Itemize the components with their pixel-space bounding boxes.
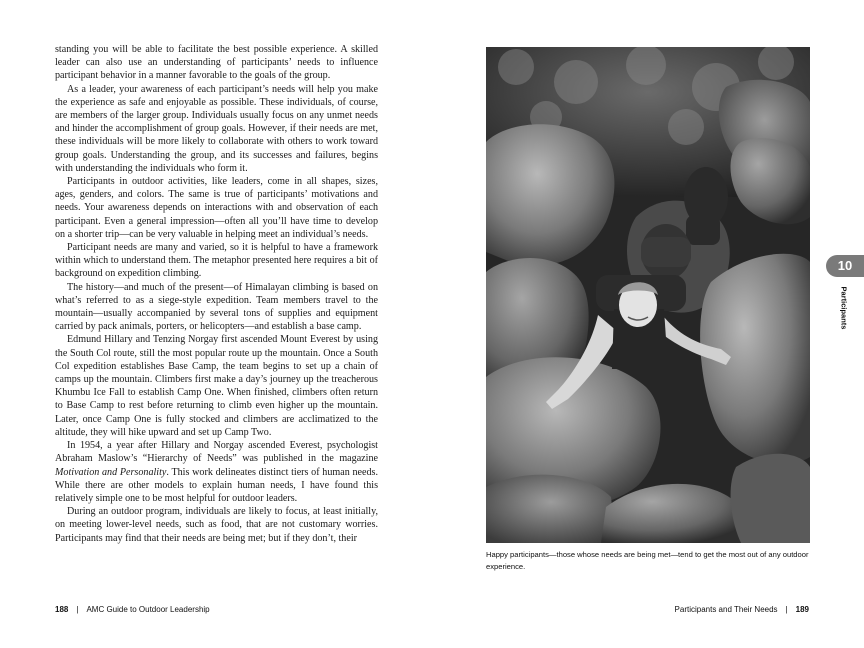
chapter-title: Participants and Their Needs (674, 605, 778, 614)
chapter-tab-label-text: Participants (839, 286, 849, 330)
climbers-photo (486, 47, 810, 543)
magazine-title: Motivation and Personality (55, 466, 167, 478)
maslow-text-after: . This work delineates distinct tiers of human needs. While there are other models to explain human needs, I have found this relatively simple one to be most helpful for outdoor leaders. (55, 466, 378, 504)
body-text (55, 43, 378, 545)
left-footer (55, 605, 210, 614)
paragraph: Participant needs are many and varied, so it is helpful to have a framework within which to understand them. The metaphor presented here requires a bit of background on expedition climbing. (55, 242, 378, 280)
book-title: AMC Guide to Outdoor Leadership (86, 605, 210, 614)
paragraph: As a leader, your awareness of each participant’s needs will help you make the experience as safe and enjoyable as possible. These individuals, of course, are members of the larger group. Individuals usually focus on any unmet needs and hinder the accomplishment of group goals. However, if their needs are met, these individuals will be more likely to collaborate with others to work toward group goals. Understanding the group, and its successes and failures, begins with understanding the individuals who form it. (55, 83, 378, 174)
chapter-tab: 10 (826, 255, 864, 277)
footer-separator: | (785, 605, 788, 614)
paragraph: Edmund Hillary and Tenzing Norgay first ascended Mount Everest by using the South Col route, still the most popular route up the mountain. Once a South Col expedition establishes Base Camp, the team begins to set up a chain of camps up the mountain. Climbers first make a day’s journey up the treacherous Khumbu Ice Fall to establish Camp One. When finished, climbers often return to Base Camp to rest before returning to climb even higher up the mountain. Later, once Camp One is fully stocked and climbers are acclimatized to the altitude, they will hike upward and set up Camp Two. (55, 334, 378, 438)
left-page-number: 188 (55, 605, 69, 614)
paragraph: The history—and much of the present—of Himalayan climbing is based on what’s referred to as a siege-style expedition. Team members travel to the mountain—usually accompanied by several tons of supplies and equipment carried by pack animals, porters, or helicopters—and establish a base camp. (55, 281, 378, 333)
footer-separator: | (76, 605, 79, 614)
maslow-text-before: In 1954, a year after Hillary and Norgay ascended Everest, psychologist Abraham Maslow’s “Hierarchy of Needs” was published in the magazine (55, 440, 378, 465)
chapter-tab-label (837, 282, 851, 334)
right-page-number: 189 (795, 605, 809, 614)
paragraph: During an outdoor program, individuals are likely to focus, at least initially, on meeting lower-level needs, such as food, that are not customary worries. Participants may find that their needs are being met; but if they don’t, their (55, 506, 378, 544)
paragraph: Participants in outdoor activities, like leaders, come in all shapes, sizes, ages, genders, and colors. The same is true of participants’ motivations and needs. Your awareness depends on interactions with and observation of each participant. Even a general impression—often all you’ll have time to develop on a shorter trip—can be very valuable in helping meet an individual’s needs. (55, 176, 378, 240)
photo-caption: Happy participants—those whose needs are being met—tend to get the most out of any outdoor experience. (486, 550, 809, 571)
paragraph: standing you will be able to facilitate the best possible experience. A skilled leader can also use an understanding of participants’ needs to influence participant behavior in a manner favorable to the goals of the group. (55, 44, 378, 82)
right-footer (675, 605, 809, 614)
paragraph-maslow (55, 439, 378, 505)
